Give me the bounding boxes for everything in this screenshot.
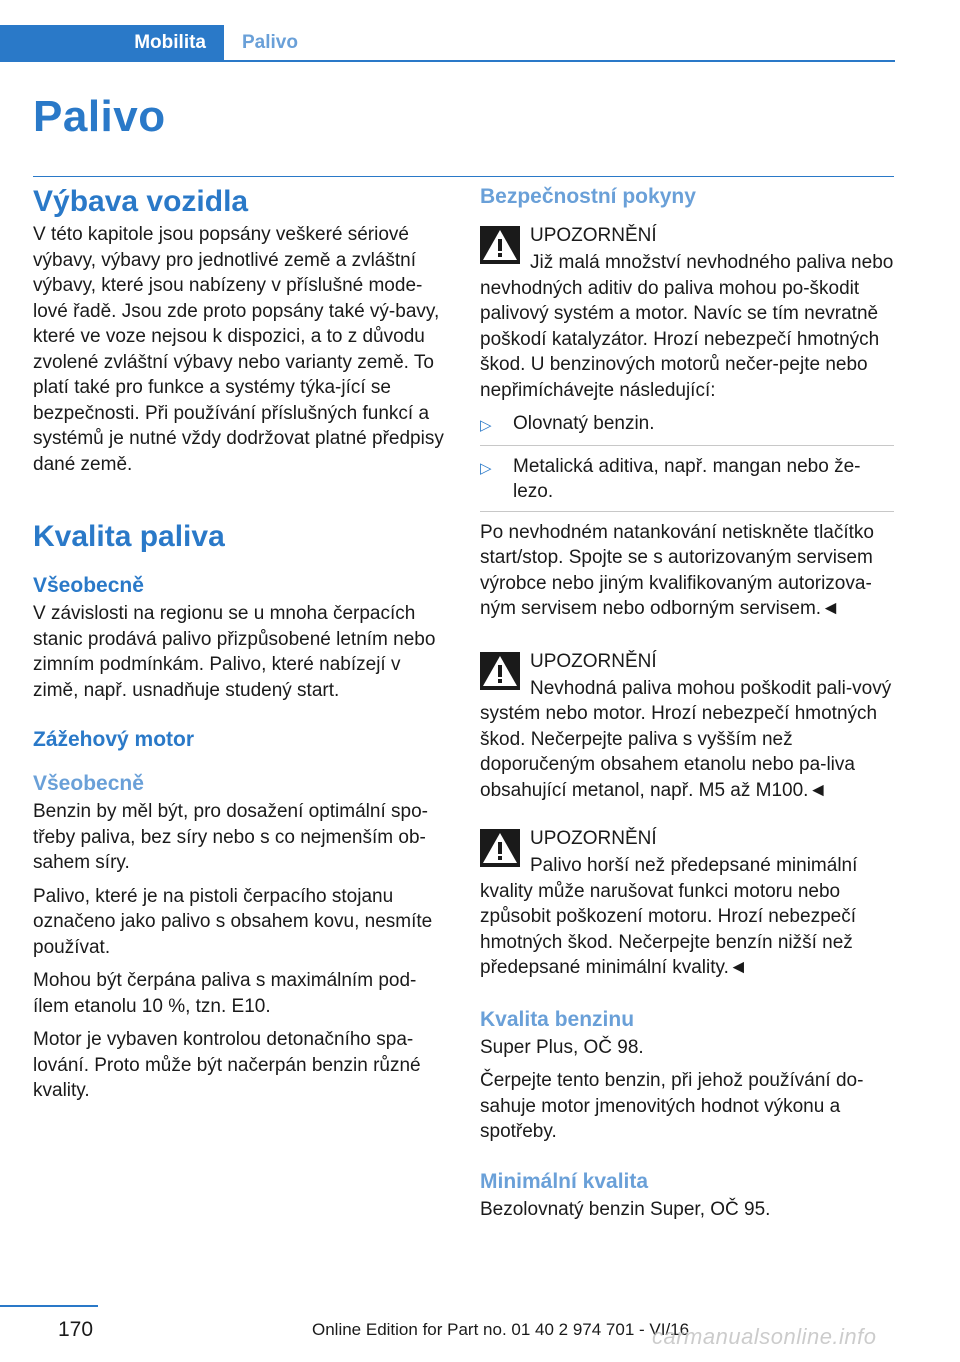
header-rule xyxy=(0,60,895,62)
warning-3-text: Palivo horší než předepsané minimální kvality může narušovat funkci motoru nebo způsobit poškození motoru. Hrozí nebezpečí hmotných škod. Nečerpejte benzín nižší než předepsané minimální kvality.◄ xyxy=(480,855,858,978)
list-divider xyxy=(480,445,894,446)
paragraph-2: Palivo, které je na pistoli čerpacího stojanu označeno jako palivo s obsahem kovu, nesmíte používat. xyxy=(33,885,433,958)
warning-3-head: UPOZORNĚNÍ xyxy=(530,828,657,849)
list-item-text: Olovnatý benzin. xyxy=(513,413,655,434)
kvalita-benzinu-text-1: Super Plus, OČ 98. xyxy=(480,1036,644,1058)
warning-2-head: UPOZORNĚNÍ xyxy=(530,650,657,672)
warning-2-text: Nevhodná paliva mohou poškodit pali-vový systém nebo motor. Hrozí nebezpečí hmotných škod. Nečerpejte paliva s vyšším než doporučeným obsahem etanolu nebo pa-liva obsahující metanol, např. M5 až M100.◄ xyxy=(480,677,892,801)
edition-text: Online Edition for Part no. 01 40 2 974 701 - VI/16 xyxy=(312,1320,690,1339)
page-title: Palivo xyxy=(33,92,166,141)
right-column xyxy=(480,182,894,1222)
watermark: carmanualsonline.info xyxy=(652,1324,877,1349)
heading-minimalni-kvalita: Minimální kvalita xyxy=(480,1169,649,1193)
left-column xyxy=(33,182,447,1104)
minimalni-kvalita-text: Bezolovnatý benzin Super, OČ 95. xyxy=(480,1198,771,1220)
list-item xyxy=(480,454,894,505)
heading-zazehovy-motor: Zážehový motor xyxy=(33,728,195,751)
warning-2 xyxy=(480,648,894,804)
warning-triangle-icon xyxy=(480,226,520,264)
triangle-bullet-icon: ▷ xyxy=(480,459,492,477)
list-item-text: Metalická aditiva, např. mangan nebo že-lezo. xyxy=(513,455,861,502)
page-number: 170 xyxy=(58,1318,94,1341)
warning-3 xyxy=(480,825,894,981)
paragraph-3: Mohou být čerpána paliva s maximálním pod-ílem etanolu 10 %, tzn. E10. xyxy=(33,970,417,1017)
warning-1 xyxy=(480,222,894,403)
heading-vseobecne-2: Všeobecně xyxy=(33,772,144,795)
vybava-text: V této kapitole jsou popsány veškeré sériové výbavy, výbavy pro jednotlivé země a zvláštní výbavy, které jsou nabízeny v příslušné mode-lové řadě. Jsou zde proto popsány také vý-bavy, které ve voze nejsou k dispozici, a to z důvodu zvolené zvláštní výbavy nebo varianty země. To platí také pro funkce a systémy týka-jící se bezpečnosti. Při používání příslušných funkcí a systémů je nutné vždy dodržovat platné předpisy dané země. xyxy=(33,224,444,475)
heading-kvalita-benzinu: Kvalita benzinu xyxy=(480,1007,635,1031)
heading-kvalita-paliva: Kvalita paliva xyxy=(33,520,225,553)
warning-1-text: Již malá množství nevhodného paliva nebo nevhodných aditiv do paliva mohou po-škodit palivový systém a motor. Navíc se tím nevratně poškodí katalyzátor. Hrozí nebezpečí hmotných škod. U benzinových motorů nečer-pejte nebo nepřimíchávejte následující: xyxy=(480,252,894,401)
paragraph-1: Benzin by měl být, pro dosažení optimální spo-třeby paliva, bez síry nebo s co nejmenším ob-sahem síry. xyxy=(33,801,428,873)
heading-vseobecne-1: Všeobecně xyxy=(33,574,144,597)
paragraph-4: Motor je vybaven kontrolou detonačního spa-lování. Proto může být načerpán benzin různé kvality. xyxy=(33,1029,421,1101)
warning-1-head: UPOZORNĚNÍ xyxy=(530,225,657,246)
warning-triangle-icon xyxy=(480,829,520,867)
triangle-bullet-icon: ▷ xyxy=(480,417,492,434)
page-tab[interactable]: Palivo xyxy=(224,25,895,61)
vseobecne-1-text: V závislosti na regionu se u mnoha čerpacích stanic prodává palivo přizpůsobené letním nebo zimním podmínkám. Palivo, které nabízejí v zimě, např. usnadňuje studený start. xyxy=(33,603,436,701)
page-header xyxy=(0,25,895,61)
warning-1-after: Po nevhodném natankování netiskněte tlačítko start/stop. Spojte se s autorizovaným servisem výrobce nebo jiným kvalifikovaným autorizova-ným servisem nebo odborným servisem.◄ xyxy=(480,521,874,619)
heading-vybava: Výbava vozidla xyxy=(33,185,249,218)
title-rule xyxy=(33,176,894,177)
list-item xyxy=(480,411,894,439)
warning-triangle-icon xyxy=(480,652,520,690)
section-tab[interactable]: Mobilita xyxy=(0,25,224,61)
kvalita-benzinu-text-2: Čerpejte tento benzin, při jehož používání do-sahuje motor jmenovitých hodnot výkonu a spotřeby. xyxy=(480,1070,864,1142)
footer-rule xyxy=(0,1305,98,1307)
heading-bezpecnostni-pokyny: Bezpečnostní pokyny xyxy=(480,185,696,208)
